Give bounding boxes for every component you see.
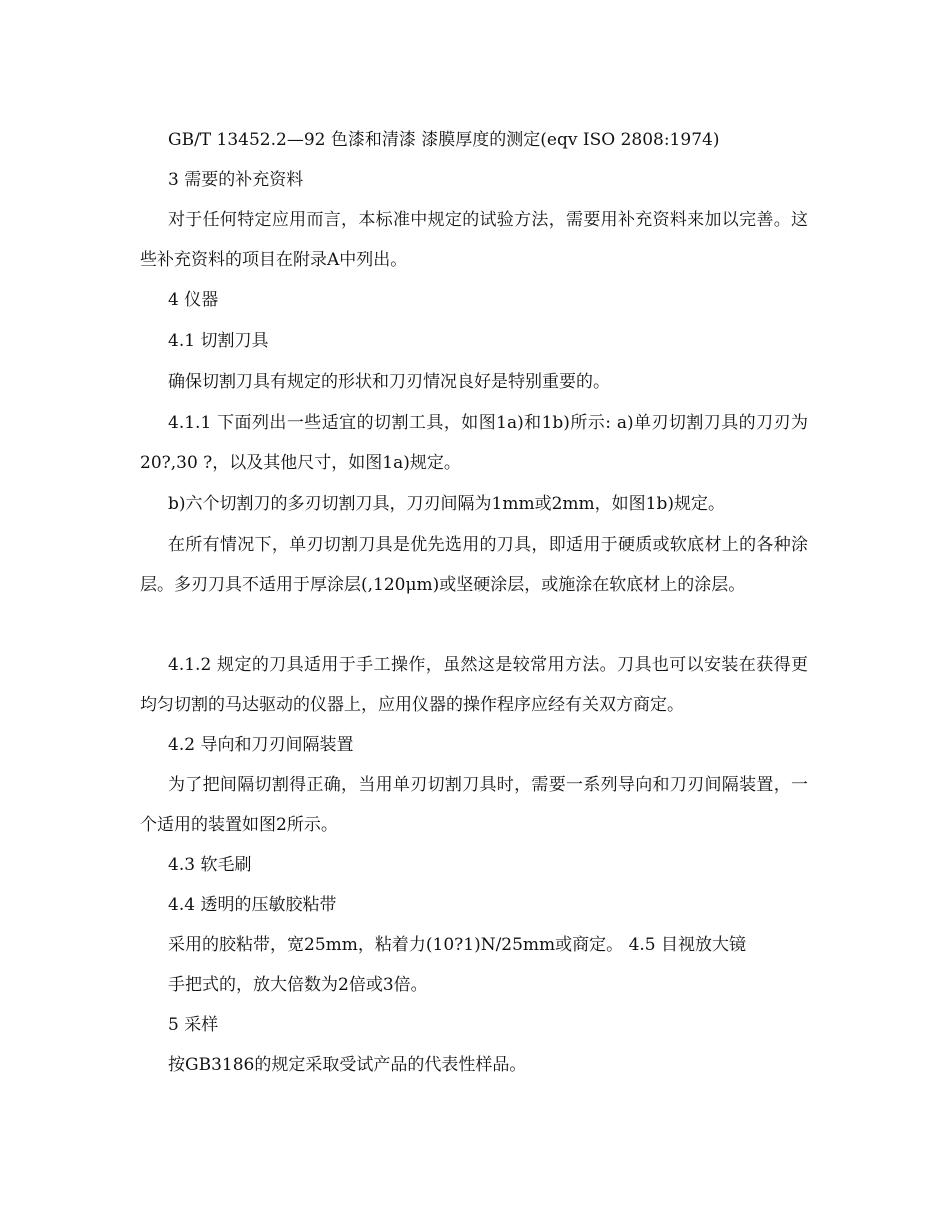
section-heading-4: 4 仪器 <box>168 290 219 310</box>
paragraph-multi-blade: b)六个切割刀的多刃切割刀具，刀刃间隔为1mm或2mm，如图1b)规定。 <box>168 494 725 514</box>
section-heading-4-2: 4.2 导向和刀刃间隔装置 <box>168 735 354 755</box>
paragraph-all-cases: 在所有情况下，单刃切割刀具是优先选用的刀具，即适用于硬质或软底材上的各种涂层。多刃刀具不适用于厚涂层(,120μm)或坚硬涂层，或施涂在软底材上的涂层。 <box>140 535 808 595</box>
section-heading-4-3: 4.3 软毛刷 <box>168 855 252 875</box>
paragraph-cutting-tool-note: 确保切割刀具有规定的形状和刀刃情况良好是特别重要的。 <box>168 372 610 392</box>
section-heading-5: 5 采样 <box>168 1015 219 1035</box>
paragraph-4-1-1: 4.1.1 下面列出一些适宜的切割工具，如图1a)和1b)所示: a)单刃切割刀具的刀刃为20?,30 ?，以及其他尺寸，如图1a)规定。 <box>140 413 808 473</box>
paragraph-4-1-2: 4.1.2 规定的刀具适用于手工操作，虽然这是较常用方法。刀具也可以安装在获得更均匀切割的马达驱动的仪器上，应用仪器的操作程序应经有关双方商定。 <box>140 655 808 715</box>
section-heading-4-1: 4.1 切割刀具 <box>168 331 269 351</box>
reference-standard-line: GB/T 13452.2—92 色漆和清漆 漆膜厚度的测定(eqv ISO 2808:1974) <box>168 130 720 150</box>
paragraph-sampling: 按GB3186的规定采取受试产品的代表性样品。 <box>168 1055 527 1075</box>
section-heading-3: 3 需要的补充资料 <box>168 170 304 190</box>
paragraph-tape-spec: 采用的胶粘带，宽25mm，粘着力(10?1)N/25mm或商定。 4.5 目视放大镜 <box>168 935 747 955</box>
paragraph-supplementary-info: 对于任何特定应用而言，本标准中规定的试验方法，需要用补充资料来加以完善。这些补充资料的项目在附录A中列出。 <box>140 210 808 270</box>
paragraph-guide-device: 为了把间隔切割得正确，当用单刃切割刀具时，需要一系列导向和刀刃间隔装置，一个适用的装置如图2所示。 <box>140 775 808 835</box>
paragraph-magnifier: 手把式的，放大倍数为2倍或3倍。 <box>168 975 428 995</box>
section-heading-4-4: 4.4 透明的压敏胶粘带 <box>168 895 337 915</box>
